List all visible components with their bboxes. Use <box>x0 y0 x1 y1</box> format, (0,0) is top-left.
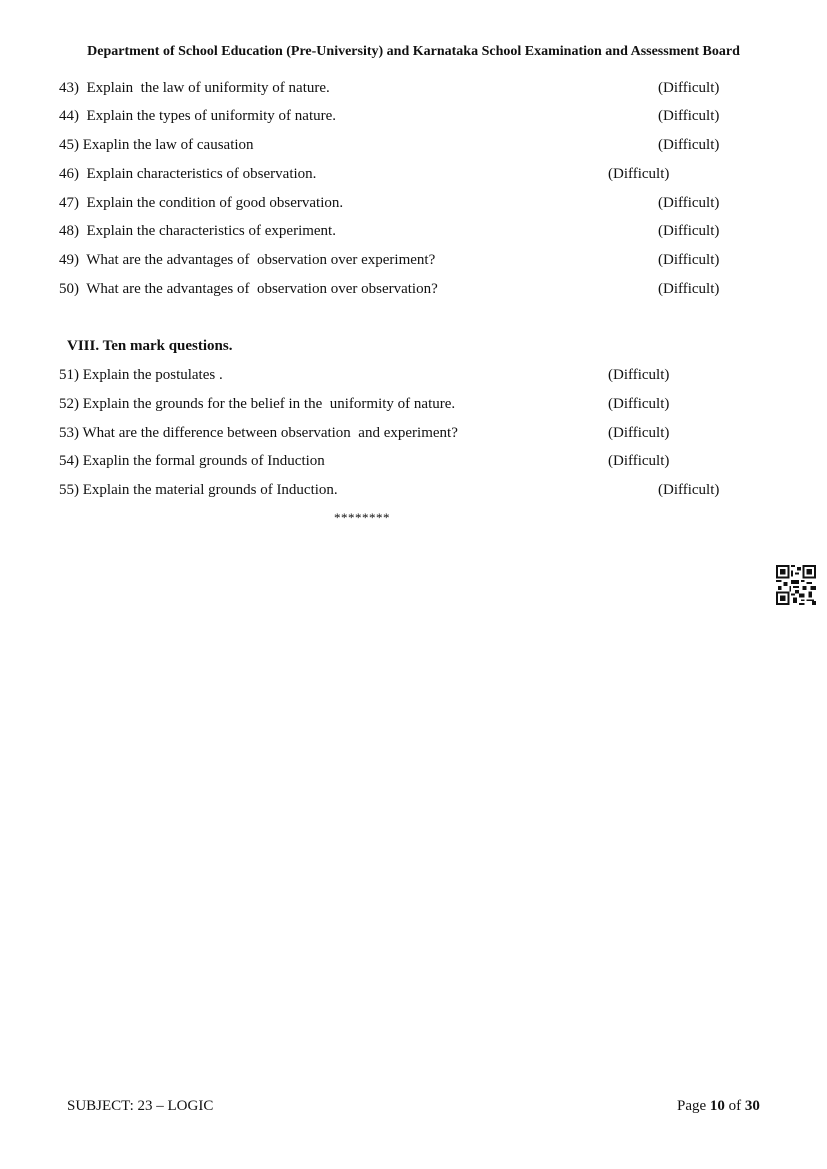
question-47: 47) Explain the condition of good observation. <box>59 195 344 211</box>
of-label: of <box>728 1098 742 1114</box>
question-43: 43) Explain the law of uniformity of nature. <box>59 80 330 96</box>
question-49: 49) What are the advantages of observation over experiment? <box>59 252 436 268</box>
difficulty-45: (Difficult) <box>658 137 720 153</box>
difficulty-48: (Difficult) <box>658 223 720 239</box>
question-45: 45) Exaplin the law of causation <box>59 137 254 153</box>
question-46: 46) Explain characteristics of observation. <box>59 166 317 182</box>
difficulty-53: (Difficult) <box>608 425 670 441</box>
difficulty-52: (Difficult) <box>608 396 670 412</box>
page-label: Page <box>677 1098 707 1114</box>
question-44: 44) Explain the types of uniformity of nature. <box>59 108 337 124</box>
difficulty-47: (Difficult) <box>658 195 720 211</box>
difficulty-43: (Difficult) <box>658 80 720 96</box>
question-51: 51) Explain the postulates . <box>59 367 223 383</box>
question-48: 48) Explain the characteristics of experiment. <box>59 223 336 239</box>
section-viii-title: VIII. Ten mark questions. <box>67 338 233 354</box>
question-54: 54) Exaplin the formal grounds of Induction <box>59 453 325 469</box>
difficulty-46: (Difficult) <box>608 166 670 182</box>
current-page: 10 <box>709 1098 725 1114</box>
question-50: 50) What are the advantages of observation over observation? <box>59 281 438 297</box>
footer-page-number <box>677 1098 760 1115</box>
qr-code-icon <box>776 565 816 605</box>
difficulty-54: (Difficult) <box>608 453 670 469</box>
difficulty-44: (Difficult) <box>658 108 720 124</box>
total-pages: 30 <box>744 1098 760 1114</box>
footer-subject: SUBJECT: 23 – LOGIC <box>67 1098 214 1114</box>
difficulty-49: (Difficult) <box>658 252 720 268</box>
difficulty-51: (Difficult) <box>608 367 670 383</box>
question-52: 52) Explain the grounds for the belief in the uniformity of nature. <box>59 396 456 412</box>
page-header: Department of School Education (Pre-University) and Karnataka School Examination and Assessment Board <box>87 44 740 59</box>
question-53: 53) What are the difference between observation and experiment? <box>59 425 458 441</box>
difficulty-50: (Difficult) <box>658 281 720 297</box>
end-marker: ******** <box>334 510 390 525</box>
difficulty-55: (Difficult) <box>658 482 720 498</box>
question-55: 55) Explain the material grounds of Induction. <box>59 482 338 498</box>
